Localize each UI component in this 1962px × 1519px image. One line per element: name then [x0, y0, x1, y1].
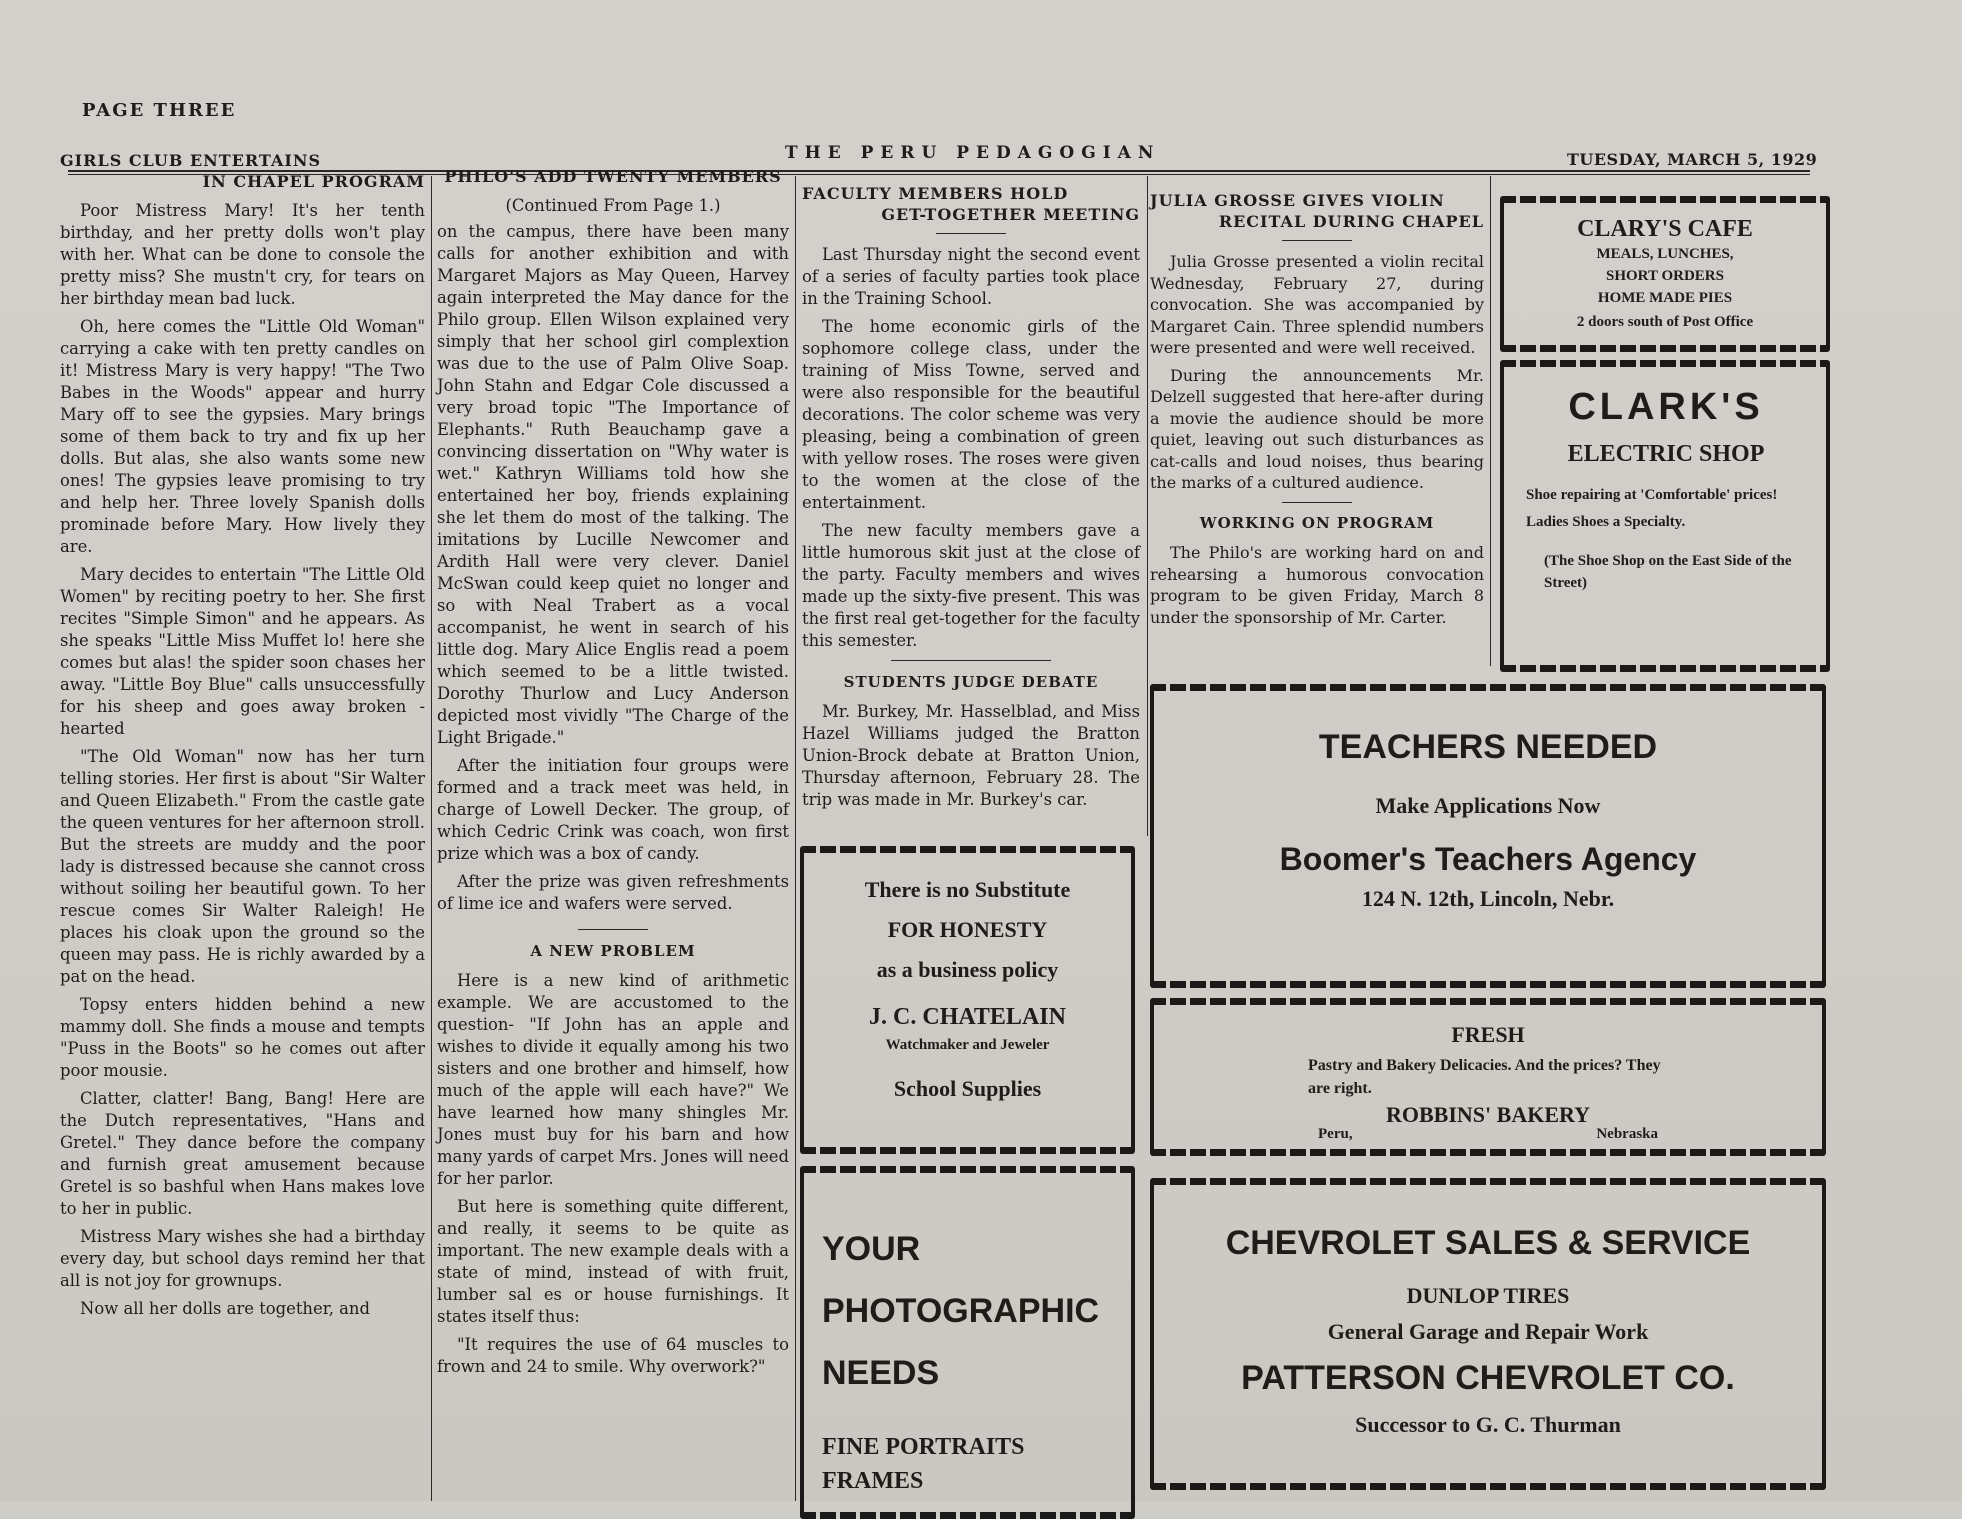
article-girls-club [60, 150, 425, 1326]
ad-clarks-text: Shoe repairing at 'Comfortable' prices! Ladies Shoes a Specialty. [1526, 487, 1778, 530]
ad-photo-line: YOUR [822, 1230, 921, 1268]
headline-new-problem: A NEW PROBLEM [530, 942, 696, 960]
paragraph: Last Thursday night the second event of a series of faculty parties took place in the Training School. [802, 245, 1140, 308]
paragraph: After the initiation four groups were formed and a track meet was held, in charge of Lowell Decker. The group, of which Cedric Crink was coach, won first prize which was a box of candy. [437, 756, 789, 863]
ad-chatelain-line: as a business policy [876, 957, 1059, 982]
headline-philos: PHILO'S ADD TWENTY MEMBERS [444, 167, 782, 186]
section-rule [891, 660, 1051, 661]
ad-chatelain-supplies: School Supplies [893, 1076, 1042, 1101]
ad-photographic [800, 1170, 1135, 1515]
paragraph: Topsy enters hidden behind a new mammy doll. She finds a mouse and tempts "Puss in the Boots" so he comes out after poor mousie. [60, 995, 425, 1080]
headline-working: WORKING ON PROGRAM [1199, 513, 1435, 532]
paragraph: Now all her dolls are together, and [80, 1299, 370, 1318]
ad-chevrolet-tires: DUNLOP TIRES [1406, 1283, 1570, 1308]
ad-clarys-name: CLARY'S CAFE [1577, 216, 1753, 242]
ad-photo-line: NEEDS [822, 1354, 940, 1392]
paragraph: Mr. Burkey, Mr. Hasselblad, and Miss Hazel Williams judged the Bratton Union-Brock debate at Bratton Union, Thursday afternoon, February 28. The trip was made in Mr. Burkey's car. [802, 702, 1140, 809]
paragraph: The home economic girls of the sophomore college class, under the training of Miss Towne, served and were also responsible for the beautiful decorations. The color scheme was very pleasing, being a combination of green with yellow roses. The roses were given to the women at the close of the entertainment. [802, 317, 1140, 512]
paragraph: After the prize was given refreshments of lime ice and wafers were served. [437, 872, 789, 913]
paragraph: "The Old Woman" now has her turn telling stories. Her first is about "Sir Walter and Queen Elizabeth." From the castle gate the queen ventures for her afternoon stroll. But the streets are muddy and the poor lady is distressed because she cannot cross without soiling her beautiful gown. To her rescue comes Sir Walter Raleigh! He places his cloak upon the ground so the queen may pass. He is richly awarded by a pat on the head. [60, 747, 425, 986]
ad-chatelain [800, 850, 1135, 1150]
ad-clarys-line: HOME MADE PIES [1597, 290, 1733, 306]
ad-chatelain-name: J. C. CHATELAIN [869, 1004, 1066, 1030]
section-rule [936, 233, 1006, 234]
continued-note: (Continued From Page 1.) [505, 196, 721, 215]
page-number-label: PAGE THREE [82, 100, 237, 121]
article-faculty [802, 183, 1140, 817]
ad-clarks-sub: ELECTRIC SHOP [1567, 441, 1765, 467]
ad-bakery-title: FRESH [1451, 1022, 1525, 1047]
ad-robbins-bakery [1150, 1002, 1826, 1152]
ad-chevrolet-company: PATTERSON CHEVROLET CO. [1241, 1359, 1735, 1397]
ad-bakery-city: Peru, [1318, 1126, 1353, 1142]
column-rule-4 [1490, 176, 1491, 666]
ad-clarys-line: MEALS, LUNCHES, [1596, 246, 1734, 262]
paragraph: Here is a new kind of arithmetic example. We are accustomed to the question- "If John has an apple and wishes to divide it equally among his two sisters and one brother and himself, how much of the apple will each have?" We have learned how many shingles Mr. Jones must buy for his barn and how many yards of carpet Mrs. Jones will need for her parlor. [437, 971, 789, 1188]
paragraph: Mary decides to entertain "The Little Old Women" by reciting poetry to her. She first recites "Simple Simon" and he appears. As she speaks "Little Miss Muffet lo! here she comes but alas! the spider soon chases her away. "Little Boy Blue" calls unsuccessfully for his sheep and goes away broken - hearted [60, 565, 425, 738]
paragraph: Oh, here comes the "Little Old Woman" carrying a cake with ten pretty candles on it! Mistress Mary is very happy! "The Two Babes in the Woods" appear and hurry Mary off to see the gypsies. Mary brings some of them back to try and fix up her dolls. But alas, she also wants some new ones! The gypsies leave promising to try and help her. Three lovely Spanish dolls prominade before Mary. How lively they are. [60, 317, 425, 556]
section-rule [1282, 240, 1352, 241]
ad-clarks-note: (The Shoe Shop on the East Side of the Street) [1544, 553, 1792, 591]
ad-bakery-name: ROBBINS' BAKERY [1386, 1102, 1590, 1127]
issue-date: TUESDAY, MARCH 5, 1929 [1567, 150, 1818, 169]
ad-chevrolet-garage: General Garage and Repair Work [1327, 1319, 1649, 1344]
headline-line-1: FACULTY MEMBERS HOLD [802, 184, 1069, 203]
paragraph: Mistress Mary wishes she had a birthday every day, but school days remind her that all is not joy for grownups. [60, 1227, 425, 1290]
article-violin [1150, 190, 1484, 634]
paragraph: The Philo's are working hard on and rehearsing a humorous convocation program to be given Friday, March 8 under the sponsorship of Mr. Carter. [1150, 543, 1484, 627]
ad-teachers-address: 124 N. 12th, Lincoln, Nebr. [1361, 886, 1615, 911]
ad-teachers-title: TEACHERS NEEDED [1318, 728, 1658, 766]
paragraph: During the announcements Mr. Delzell suggested that here-after during a movie the audience should be more quiet, leaving out such disturbances as cat-calls and loud noises, thus bearing the marks of a cultured audience. [1150, 365, 1484, 492]
ad-photo-line: FINE PORTRAITS [822, 1434, 1025, 1460]
paragraph: Julia Grosse presented a violin recital Wednesday, February 27, during convocation. She was accompanied by Margaret Cain. Three splendid numbers were presented and were well received. [1150, 252, 1484, 357]
ad-chevrolet-successor: Successor to G. C. Thurman [1355, 1412, 1621, 1437]
column-rule-1 [431, 176, 432, 1501]
ad-clarks-electric [1500, 364, 1830, 668]
paragraph: on the campus, there have been many calls for another exhibition and with Margaret Majors as May Queen, Harvey again interpreted the May dance for the Philo group. Ellen Wilson explained very simply that her school girl complextion was due to the use of Palm Olive Soap. John Stahn and Edgar Cole discussed a very broad topic "The Importance of Elephants." Ruth Beauchamp gave a convincing dissertation on "Why water is wet." Kathryn Williams told how she entertained her boy, friends explaining she let them do most of the talking. The imitations by Lucille Newcomer and Ardith Hall were very clever. Daniel McSwan could keep quiet no longer and so with Neal Trabert as a vocal accompanist, he went in search of his little dog. Mary Alice Englis read a poem which seemed to be a little twisted. Dorothy Thurlow and Lucy Anderson depicted most vividly "The Charge of the Light Brigade." [437, 222, 789, 747]
headline-violin [1150, 190, 1484, 232]
ad-photo-line: FRAMES [822, 1468, 924, 1494]
headline-debate: STUDENTS JUDGE DEBATE [843, 673, 1099, 691]
ad-bakery-location [1318, 1126, 1658, 1143]
paragraph: The new faculty members gave a little humorous skit just at the close of the party. Faculty members and wives made up the sixty-five present. This was the first real get-together for the faculty this semester. [802, 521, 1140, 650]
paragraph: But here is something quite different, and really, it seems to be quite as important. The new example deals with a state of mind, instead of with fruit, lumber sal es or house furnishings. It states itself thus: [437, 1197, 789, 1326]
ad-bakery-line: Pastry and Bakery Delicacies. And the prices? They are right. [1308, 1057, 1661, 1097]
ad-teachers-sub: Make Applications Now [1375, 793, 1601, 818]
paragraph: Clatter, clatter! Bang, Bang! Here are the Dutch representatives, "Hans and Gretel." They dance before the company and furnish great amusement because Gretel is so bashful when Hans makes love to her in public. [60, 1089, 425, 1218]
headline-line-1: GIRLS CLUB ENTERTAINS [60, 151, 322, 170]
ad-chatelain-trade: Watchmaker and Jeweler [885, 1037, 1050, 1053]
section-rule [1282, 502, 1352, 503]
headline-line-1: JULIA GROSSE GIVES VIOLIN [1150, 191, 1445, 210]
ad-chevrolet-title: CHEVROLET SALES & SERVICE [1225, 1224, 1751, 1262]
paragraph: "It requires the use of 64 muscles to frown and 24 to smile. Why overwork?" [437, 1335, 789, 1376]
ad-chevrolet [1150, 1182, 1826, 1486]
headline-faculty [802, 183, 1140, 225]
ad-clarys-line: SHORT ORDERS [1606, 268, 1724, 284]
column-rule-3 [1147, 176, 1148, 836]
headline-girls-club [60, 150, 425, 192]
ad-photo-line: PHOTOGRAPHIC [822, 1292, 1100, 1330]
column-rule-2 [795, 176, 796, 1501]
ad-clarys-location: 2 doors south of Post Office [1576, 314, 1754, 330]
ad-chatelain-line: There is no Substitute [864, 877, 1071, 902]
ad-clarys-cafe [1500, 200, 1830, 348]
ad-clarks-name: CLARK'S [1568, 386, 1764, 428]
ad-teachers-needed [1150, 688, 1826, 984]
ad-bakery-state: Nebraska [1596, 1126, 1658, 1142]
ad-teachers-agency: Boomer's Teachers Agency [1279, 841, 1697, 877]
headline-line-2: GET-TOGETHER MEETING [881, 205, 1140, 224]
paragraph: Poor Mistress Mary! It's her tenth birthday, and her pretty dolls won't play with her. What can be done to console the pretty miss? She mustn't cry, for tears on her birthday mean bad luck. [60, 201, 425, 308]
article-philos [437, 166, 789, 1384]
ad-chatelain-line: FOR HONESTY [887, 917, 1048, 942]
newspaper-title: THE PERU PEDAGOGIAN [785, 143, 1161, 163]
headline-line-2: IN CHAPEL PROGRAM [202, 172, 425, 191]
headline-line-2: RECITAL DURING CHAPEL [1218, 212, 1484, 231]
section-rule [578, 929, 648, 930]
